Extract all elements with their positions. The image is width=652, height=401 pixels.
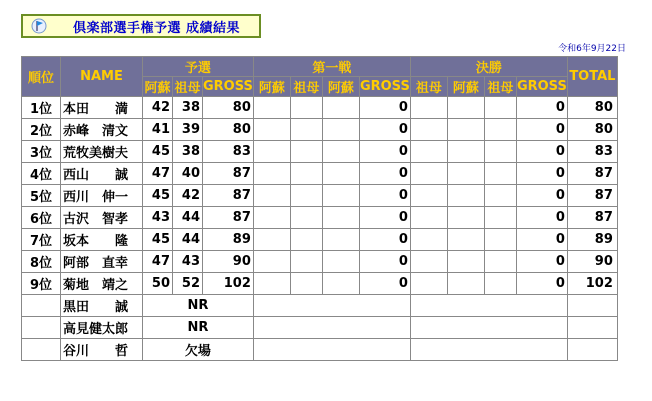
header-daiissen-gross: GROSS (359, 77, 410, 97)
yosen-gross-score: 102 (203, 273, 254, 295)
kessho-sobo2-score (484, 97, 516, 119)
kessho-sobo-score (410, 207, 447, 229)
header-yosen-aso: 阿蘇 (143, 77, 173, 97)
yosen-gross-score: 87 (203, 163, 254, 185)
rank-cell: 7位 (22, 229, 61, 251)
header-daiissen-aso2: 阿蘇 (322, 77, 359, 97)
yosen-gross-score: 87 (203, 207, 254, 229)
kessho-sobo2-score (484, 251, 516, 273)
table-row (22, 273, 618, 295)
table-row (22, 251, 618, 273)
header-group-daiissen: 第一戦 (253, 57, 410, 77)
header-kessho-gross: GROSS (516, 77, 567, 97)
daiissen-empty (253, 317, 410, 339)
rank-cell: 1位 (22, 97, 61, 119)
table-row (22, 163, 618, 185)
daiissen-gross-score: 0 (359, 119, 410, 141)
table-row (22, 339, 618, 361)
kessho-sobo-score (410, 273, 447, 295)
total-score: 90 (567, 251, 617, 273)
kessho-empty (410, 339, 567, 361)
header-daiissen-sobo: 祖母 (290, 77, 322, 97)
table-row (22, 119, 618, 141)
header-total: TOTAL (567, 57, 617, 97)
player-name: 荒牧美樹夫 (61, 141, 143, 163)
table-row (22, 185, 618, 207)
total-score: 80 (567, 119, 617, 141)
total-score (567, 339, 617, 361)
event-date: 令和6年9月22日 (558, 44, 626, 54)
daiissen-sobo-score (290, 251, 322, 273)
yosen-gross-score: 90 (203, 251, 254, 273)
kessho-sobo-score (410, 141, 447, 163)
kessho-aso-score (447, 119, 484, 141)
daiissen-aso-score (253, 273, 290, 295)
kessho-aso-score (447, 141, 484, 163)
rank-cell: 2位 (22, 119, 61, 141)
kessho-sobo-score (410, 163, 447, 185)
daiissen-aso2-score (322, 185, 359, 207)
header-group-kessho: 決勝 (410, 57, 567, 77)
rank-cell (22, 317, 61, 339)
table-row (22, 97, 618, 119)
daiissen-gross-score: 0 (359, 251, 410, 273)
player-name: 谷川 哲 (61, 339, 143, 361)
yosen-aso-score: 41 (143, 119, 173, 141)
yosen-sobo-score: 52 (173, 273, 203, 295)
kessho-sobo2-score (484, 185, 516, 207)
yosen-aso-score: 45 (143, 229, 173, 251)
rank-cell (22, 339, 61, 361)
player-name: 本田 満 (61, 97, 143, 119)
kessho-sobo2-score (484, 273, 516, 295)
kessho-sobo-score (410, 251, 447, 273)
kessho-gross-score: 0 (516, 163, 567, 185)
daiissen-aso-score (253, 185, 290, 207)
kessho-sobo2-score (484, 163, 516, 185)
kessho-sobo-score (410, 229, 447, 251)
yosen-aso-score: 45 (143, 185, 173, 207)
yosen-aso-score: 47 (143, 163, 173, 185)
daiissen-aso2-score (322, 119, 359, 141)
yosen-gross-score: 83 (203, 141, 254, 163)
player-name: 西川 伸一 (61, 185, 143, 207)
daiissen-gross-score: 0 (359, 97, 410, 119)
rank-cell (22, 295, 61, 317)
daiissen-aso2-score (322, 207, 359, 229)
yosen-aso-score: 42 (143, 97, 173, 119)
daiissen-sobo-score (290, 141, 322, 163)
total-score (567, 317, 617, 339)
kessho-gross-score: 0 (516, 229, 567, 251)
daiissen-aso-score (253, 251, 290, 273)
table-row (22, 229, 618, 251)
kessho-gross-score: 0 (516, 207, 567, 229)
daiissen-aso-score (253, 119, 290, 141)
kessho-sobo2-score (484, 119, 516, 141)
results-table (21, 56, 618, 361)
daiissen-sobo-score (290, 229, 322, 251)
rank-cell: 3位 (22, 141, 61, 163)
daiissen-sobo-score (290, 185, 322, 207)
daiissen-sobo-score (290, 273, 322, 295)
kessho-sobo2-score (484, 141, 516, 163)
player-name: 黒田 誠 (61, 295, 143, 317)
total-score: 87 (567, 185, 617, 207)
rank-cell: 4位 (22, 163, 61, 185)
player-name: 高見健太郎 (61, 317, 143, 339)
total-score: 87 (567, 207, 617, 229)
header-yosen-sobo: 祖母 (173, 77, 203, 97)
status-cell: 欠場 (143, 339, 254, 361)
header-group-yosen: 予選 (143, 57, 254, 77)
page-title: 倶楽部選手権予選 成績結果 (73, 20, 241, 36)
header-kessho-aso: 阿蘇 (447, 77, 484, 97)
total-score (567, 295, 617, 317)
daiissen-gross-score: 0 (359, 273, 410, 295)
total-score: 89 (567, 229, 617, 251)
daiissen-aso-score (253, 141, 290, 163)
daiissen-gross-score: 0 (359, 141, 410, 163)
yosen-gross-score: 89 (203, 229, 254, 251)
daiissen-aso2-score (322, 141, 359, 163)
daiissen-aso-score (253, 229, 290, 251)
yosen-aso-score: 50 (143, 273, 173, 295)
kessho-sobo2-score (484, 207, 516, 229)
daiissen-gross-score: 0 (359, 229, 410, 251)
kessho-sobo2-score (484, 229, 516, 251)
kessho-aso-score (447, 185, 484, 207)
table-row (22, 207, 618, 229)
kessho-aso-score (447, 251, 484, 273)
yosen-sobo-score: 39 (173, 119, 203, 141)
daiissen-aso2-score (322, 273, 359, 295)
rank-cell: 5位 (22, 185, 61, 207)
daiissen-aso2-score (322, 163, 359, 185)
status-cell: NR (143, 317, 254, 339)
total-score: 83 (567, 141, 617, 163)
total-score: 87 (567, 163, 617, 185)
header-name: NAME (61, 57, 143, 97)
daiissen-sobo-score (290, 119, 322, 141)
yosen-aso-score: 43 (143, 207, 173, 229)
player-name: 坂本 隆 (61, 229, 143, 251)
daiissen-aso2-score (322, 251, 359, 273)
rank-cell: 6位 (22, 207, 61, 229)
rank-cell: 9位 (22, 273, 61, 295)
player-name: 西山 誠 (61, 163, 143, 185)
player-name: 阿部 直幸 (61, 251, 143, 273)
kessho-gross-score: 0 (516, 141, 567, 163)
kessho-aso-score (447, 229, 484, 251)
header-daiissen-aso: 阿蘇 (253, 77, 290, 97)
total-score: 80 (567, 97, 617, 119)
yosen-sobo-score: 44 (173, 207, 203, 229)
daiissen-gross-score: 0 (359, 185, 410, 207)
kessho-sobo-score (410, 97, 447, 119)
daiissen-sobo-score (290, 97, 322, 119)
kessho-gross-score: 0 (516, 119, 567, 141)
yosen-sobo-score: 38 (173, 141, 203, 163)
rank-cell: 8位 (22, 251, 61, 273)
kessho-gross-score: 0 (516, 185, 567, 207)
yosen-aso-score: 47 (143, 251, 173, 273)
header-yosen-gross: GROSS (203, 77, 254, 97)
kessho-gross-score: 0 (516, 97, 567, 119)
kessho-aso-score (447, 207, 484, 229)
yosen-aso-score: 45 (143, 141, 173, 163)
yosen-gross-score: 80 (203, 119, 254, 141)
player-name: 菊地 靖之 (61, 273, 143, 295)
table-row (22, 295, 618, 317)
header-rank: 順位 (22, 57, 61, 97)
daiissen-aso-score (253, 97, 290, 119)
flag-icon (31, 18, 47, 34)
daiissen-empty (253, 339, 410, 361)
total-score: 102 (567, 273, 617, 295)
kessho-sobo-score (410, 119, 447, 141)
kessho-aso-score (447, 163, 484, 185)
table-row (22, 317, 618, 339)
yosen-sobo-score: 38 (173, 97, 203, 119)
daiissen-aso2-score (322, 97, 359, 119)
daiissen-sobo-score (290, 163, 322, 185)
yosen-gross-score: 87 (203, 185, 254, 207)
title-box (21, 14, 261, 38)
player-name: 赤峰 清文 (61, 119, 143, 141)
daiissen-sobo-score (290, 207, 322, 229)
daiissen-gross-score: 0 (359, 207, 410, 229)
kessho-sobo-score (410, 185, 447, 207)
kessho-gross-score: 0 (516, 251, 567, 273)
daiissen-gross-score: 0 (359, 163, 410, 185)
header-kessho-sobo2: 祖母 (484, 77, 516, 97)
kessho-aso-score (447, 273, 484, 295)
yosen-sobo-score: 43 (173, 251, 203, 273)
yosen-gross-score: 80 (203, 97, 254, 119)
yosen-sobo-score: 40 (173, 163, 203, 185)
yosen-sobo-score: 44 (173, 229, 203, 251)
status-cell: NR (143, 295, 254, 317)
player-name: 古沢 智孝 (61, 207, 143, 229)
kessho-aso-score (447, 97, 484, 119)
daiissen-aso2-score (322, 229, 359, 251)
header-kessho-sobo: 祖母 (410, 77, 447, 97)
yosen-sobo-score: 42 (173, 185, 203, 207)
kessho-empty (410, 317, 567, 339)
daiissen-aso-score (253, 207, 290, 229)
daiissen-empty (253, 295, 410, 317)
table-row (22, 141, 618, 163)
kessho-gross-score: 0 (516, 273, 567, 295)
daiissen-aso-score (253, 163, 290, 185)
kessho-empty (410, 295, 567, 317)
